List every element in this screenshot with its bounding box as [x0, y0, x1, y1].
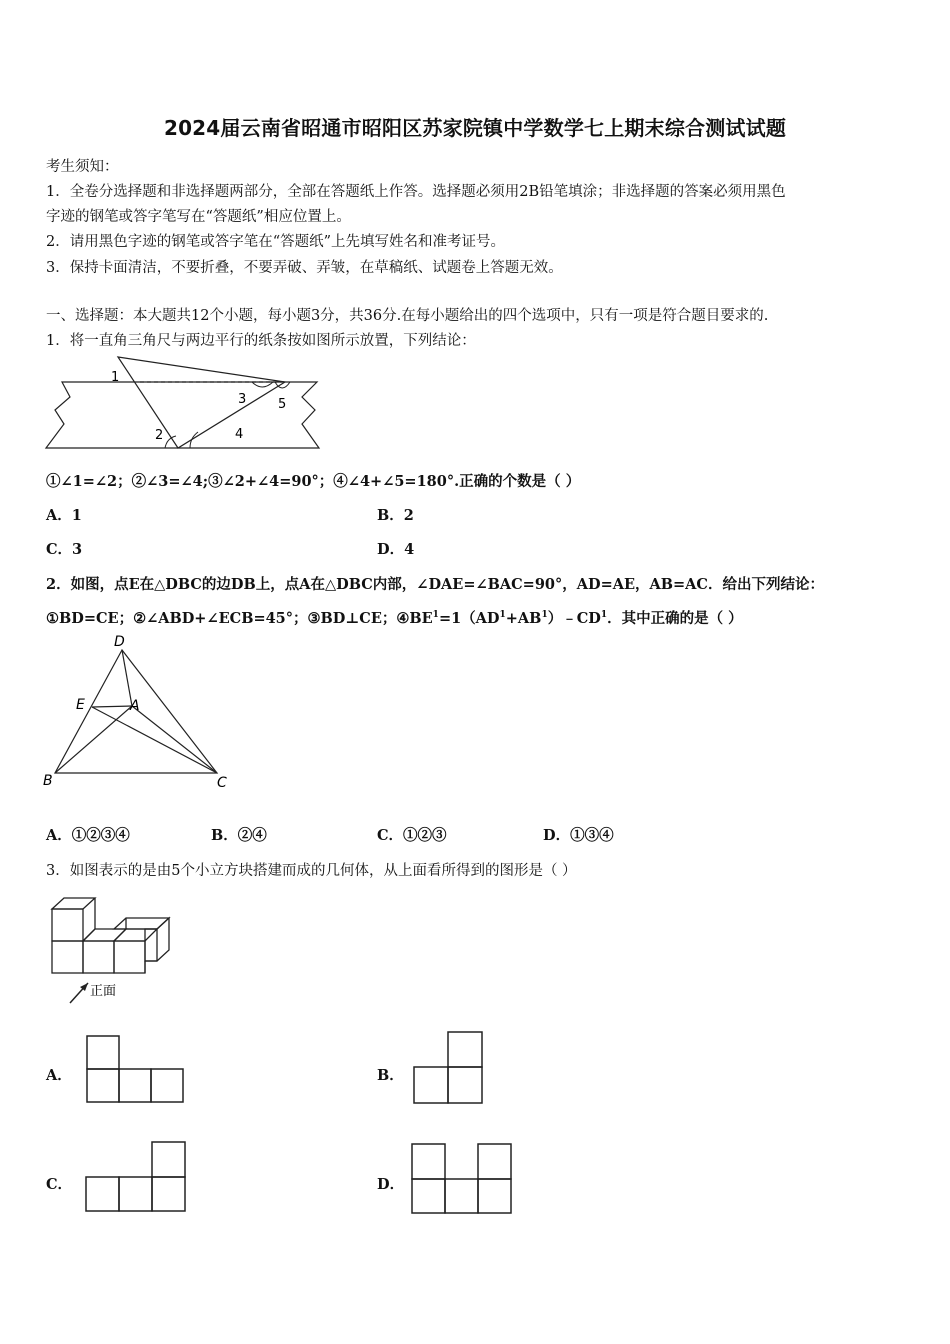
q2-conclusions [46, 607, 743, 628]
q1-label-2: 2 [155, 428, 164, 443]
q1-label-4: 4 [235, 427, 244, 442]
q2-option-a[interactable]: A．①②③④ [46, 827, 130, 844]
q2-sup-2: 1 [499, 610, 506, 621]
section-heading: 一、选择题：本大题共12个小题，每小题3分，共36分.在每小题给出的四个选项中，只有一项是符合题目要求的. [46, 308, 769, 324]
q2-label-a: A [130, 698, 140, 714]
q3-option-b-figure[interactable] [412, 1030, 486, 1106]
q2-option-c[interactable]: C．①②③ [377, 827, 447, 844]
q2-stem: 2．如图，点E在△DBC的边DB上，点A在△DBC内部，∠DAE=∠BAC=90°，AD=AE，AB=AC．给出下列结论： [46, 576, 824, 593]
notice-item-1: 1．全卷分选择题和非选择题两部分，全部在答题纸上作答。选择题必须用2B铅笔填涂；非选择题的答案必须用黑色 [46, 184, 786, 200]
q1-conclusions: ①∠1=∠2；②∠3=∠4;③∠2+∠4=90°；④∠4+∠5=180°.正确的个数是（ ） [46, 473, 581, 490]
q2-conclusions-part5: ．其中正确的是（ ） [607, 610, 743, 627]
q2-label-d: D [114, 634, 125, 650]
q1-label-1: 1 [111, 370, 120, 385]
q1-option-c[interactable]: C．3 [46, 541, 83, 558]
q3-option-a-label[interactable]: A． [46, 1067, 72, 1084]
q3-option-c-figure[interactable] [84, 1140, 188, 1214]
q2-sup-4: 1 [600, 610, 608, 621]
notice-item-3: 3．保持卡面清洁，不要折叠，不要弄破、弄皱，在草稿纸、试题卷上答题无效。 [46, 260, 563, 276]
q3-option-c-label[interactable]: C． [46, 1176, 73, 1193]
q1-label-3: 3 [238, 392, 247, 407]
q1-option-b[interactable]: B．2 [377, 507, 414, 524]
q2-figure [40, 630, 240, 790]
q1-stem: 1．将一直角三角尺与两边平行的纸条按如图所示放置，下列结论： [46, 333, 476, 349]
page-title: 2024届云南省昭通市昭阳区苏家院镇中学数学七上期末综合测试试题 [163, 116, 787, 140]
notice-item-1-cont: 字迹的钢笔或答字笔写在“答题纸”相应位置上。 [46, 209, 351, 225]
notice-heading: 考生须知： [46, 159, 119, 175]
notice-item-2: 2．请用黑色字迹的钢笔或答字笔在“答题纸”上先填写姓名和准考证号。 [46, 234, 506, 250]
q2-sup-3: 1 [541, 610, 548, 621]
q3-option-a-figure[interactable] [85, 1034, 185, 1106]
q2-label-e: E [76, 697, 85, 713]
q2-option-b[interactable]: B．②④ [211, 827, 267, 844]
q3-solid-figure [40, 893, 190, 1008]
q3-front-label: 正面 [90, 984, 117, 999]
q3-option-d-label[interactable]: D． [377, 1176, 405, 1193]
q1-option-a[interactable]: A．1 [46, 507, 82, 524]
q2-conclusions-part4: ）﹣CD [547, 610, 601, 627]
q1-label-5: 5 [278, 397, 287, 412]
q2-label-c: C [217, 775, 227, 791]
q2-label-b: B [43, 773, 53, 789]
q3-option-d-figure[interactable] [410, 1142, 514, 1216]
q2-conclusions-part3: +AB [505, 610, 542, 627]
q2-sup-1: 1 [432, 610, 439, 621]
q1-option-d[interactable]: D．4 [377, 541, 415, 558]
q3-stem: 3．如图表示的是由5个小立方块搭建而成的几何体，从上面看所得到的图形是（ ） [46, 863, 577, 879]
q1-figure [40, 352, 330, 457]
q3-option-b-label[interactable]: B． [377, 1067, 404, 1084]
q2-conclusions-part2: =1（AD [438, 610, 500, 627]
q2-conclusions-part1: ①BD=CE；②∠ABD+∠ECB=45°；③BD⊥CE；④BE [46, 610, 433, 627]
q2-option-d[interactable]: D．①③④ [543, 827, 614, 844]
